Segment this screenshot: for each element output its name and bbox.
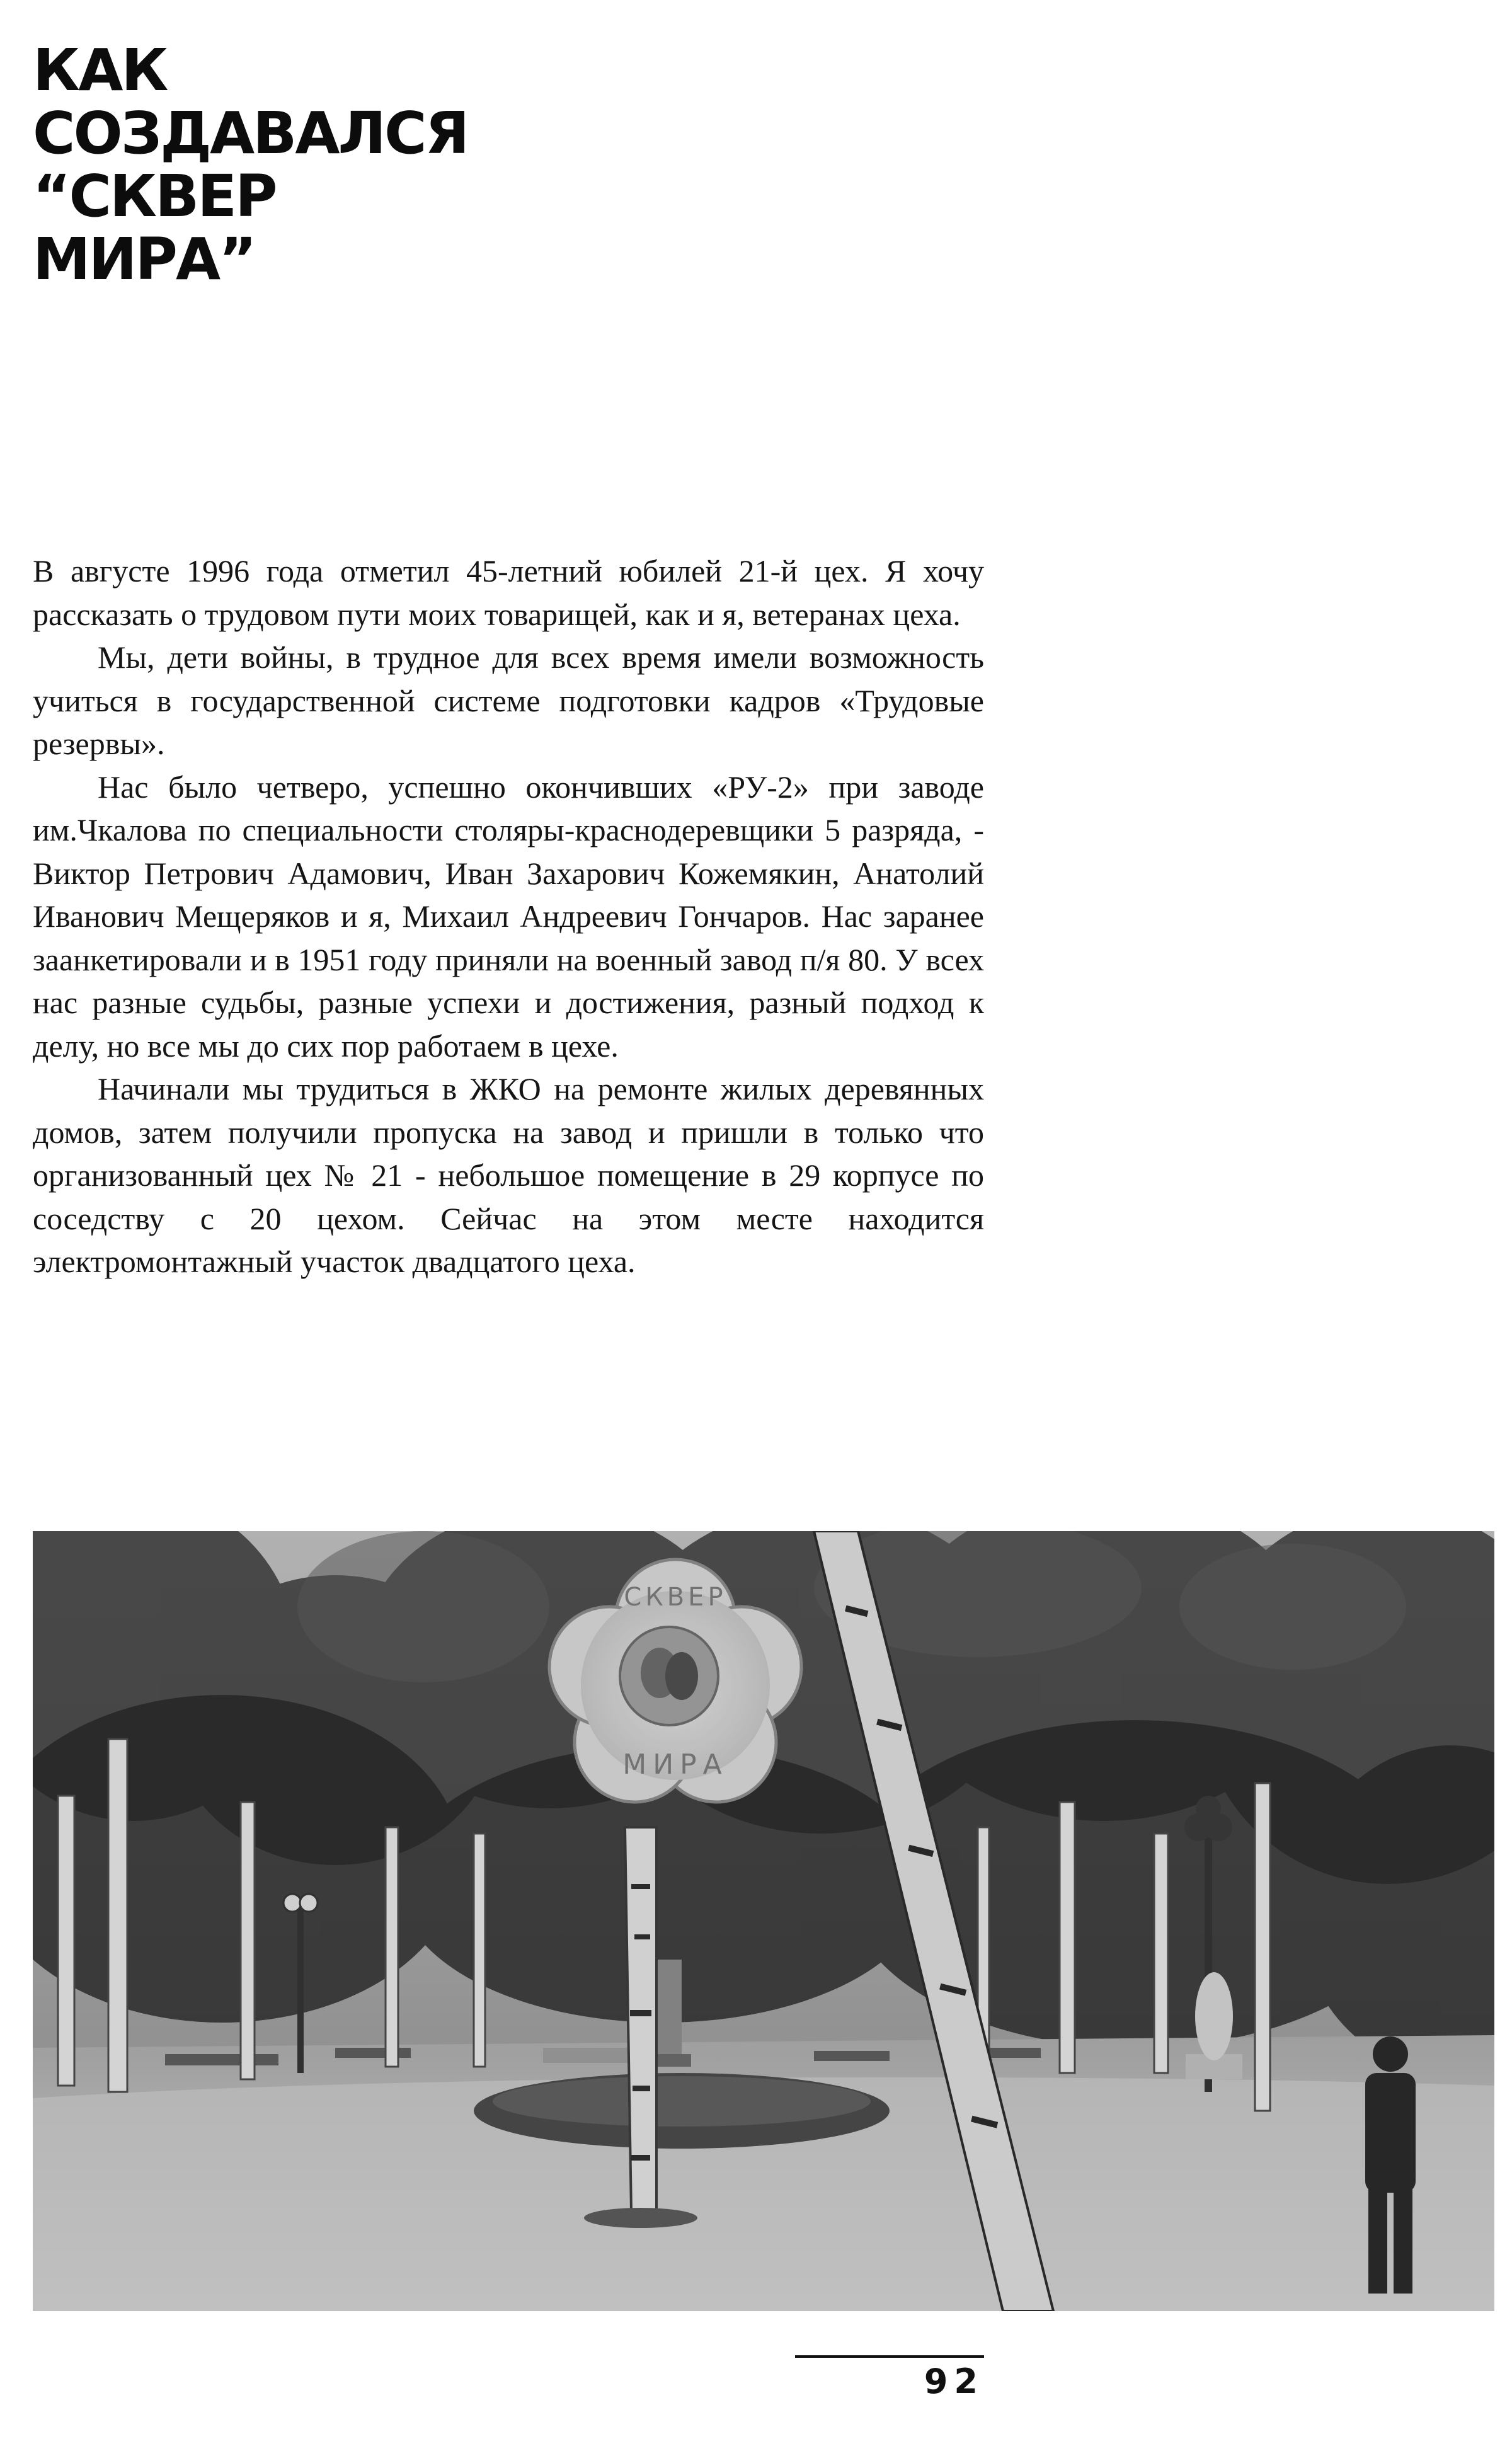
park-photo-illustration [33,1531,1494,2311]
article-title [33,39,600,291]
title-line-1: КАК [33,37,167,104]
sign-bottom-text: МИРА [622,1748,728,1781]
page-number: 92 [924,2362,984,2401]
park-photo [33,1531,1494,2311]
paragraph-4: Начинали мы трудиться в ЖКО на ремонте жилых деревянных домов, затем получили пропуска на завод и пришли в только что организованный цех № 21 - небольшое помещение в 29 корпусе по соседству с 20 цехом. Сейчас на этом месте находится электромонтажный участок двадцатого цеха. [33,1071,984,1279]
paragraph-3: Нас было четверо, успешно окончивших «РУ-2» при заводе им.Чкалова по специальности столяры-краснодеревщики 5 разряда, - Виктор Петрович Адамович, Иван Захарович Кожемякин, Анатолий Иванович Мещеряков и я, Михаил Андреевич Гончаров. Нас заранее заанкетировали и в 1951 году приняли на военный завод п/я 80. У всех нас разные судьбы, разные успехи и достижения, разный подход к делу, но все мы до сих пор работаем в цехе. [33,769,984,1064]
title-line-4: МИРА” [33,226,255,293]
sign-top-text: СКВЕР [624,1583,727,1612]
footer-rule [795,2355,984,2358]
title-line-2: СОЗДАВАЛСЯ [33,100,468,167]
paragraph-1: В августе 1996 года отметил 45-летний юбилей 21-й цех. Я хочу рассказать о трудовом пути моих товарищей, как и я, ветеранах цеха. [33,553,984,632]
title-line-3: “СКВЕР [33,163,276,230]
paragraph-2: Мы, дети войны, в трудное для всех время имели возможность учиться в государственной системе подготовки кадров «Трудовые резервы». [33,640,984,761]
article-body [33,549,984,1283]
